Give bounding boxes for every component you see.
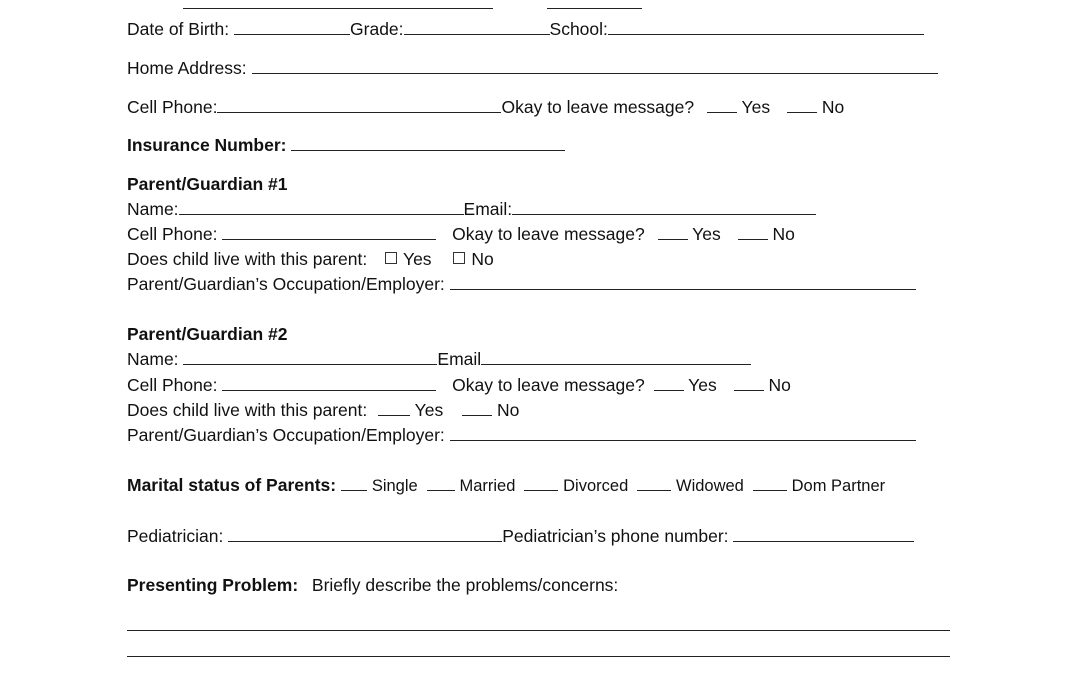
guardian2-message-no-field[interactable]	[734, 374, 764, 391]
guardian1-occupation-label: Parent/Guardian’s Occupation/Employer:	[127, 274, 445, 294]
guardian1-cell-label: Cell Phone:	[127, 224, 218, 244]
guardian2-live-no-field[interactable]	[462, 399, 492, 416]
guardian2-live-no-label: No	[496, 400, 520, 420]
guardian2-cell-field[interactable]	[222, 374, 436, 391]
guardian2-name-row	[127, 348, 952, 370]
pediatrician-phone-label: Pediatrician’s phone number:	[502, 526, 729, 546]
marital-divorced-field[interactable]	[524, 474, 558, 491]
guardian2-message-yes-label: Yes	[688, 375, 717, 395]
guardian1-live-label: Does child live with this parent:	[127, 249, 368, 269]
dob-label: Date of Birth:	[127, 19, 230, 39]
guardian1-live-yes-checkbox[interactable]	[385, 252, 397, 264]
guardian2-message-yes-field[interactable]	[654, 374, 684, 391]
presenting-row	[127, 574, 952, 596]
pediatrician-label: Pediatrician:	[127, 526, 224, 546]
marital-dom-partner-field[interactable]	[753, 474, 787, 491]
grade-field[interactable]	[404, 18, 550, 35]
guardian1-message-label: Okay to leave message?	[452, 224, 645, 244]
address-row	[127, 57, 952, 79]
grade-label: Grade:	[350, 19, 404, 39]
student-cell-row	[127, 96, 952, 118]
clipped-top-line	[127, 0, 642, 14]
marital-label: Marital status of Parents:	[127, 475, 337, 495]
problem-line-1[interactable]	[127, 630, 950, 631]
presenting-prompt: Briefly describe the problems/concerns:	[311, 575, 619, 595]
guardian2-name-field[interactable]	[183, 348, 437, 365]
guardian2-heading: Parent/Guardian #2	[127, 324, 288, 344]
problem-line-2[interactable]	[127, 656, 950, 657]
guardian2-message-label: Okay to leave message?	[452, 375, 645, 395]
marital-dom-partner-label: Dom Partner	[791, 477, 886, 495]
clipped-blank	[183, 0, 493, 9]
insurance-label: Insurance Number:	[127, 135, 287, 155]
guardian1-email-label: Email:	[463, 199, 513, 219]
guardian2-email-label: Email	[437, 349, 482, 369]
marital-single-field[interactable]	[341, 474, 367, 491]
guardian1-message-no-label: No	[772, 224, 795, 244]
guardian2-cell-row	[127, 374, 952, 396]
guardian1-occupation-field[interactable]	[450, 273, 916, 290]
guardian2-occupation-row	[127, 424, 952, 446]
guardian1-live-no-checkbox[interactable]	[453, 252, 465, 264]
message-no-field[interactable]	[787, 96, 817, 113]
cell-field[interactable]	[217, 96, 501, 113]
marital-widowed-label: Widowed	[676, 477, 744, 495]
school-field[interactable]	[608, 18, 924, 35]
guardian1-email-field[interactable]	[512, 198, 776, 215]
pediatrician-phone-field[interactable]	[733, 525, 914, 542]
message-label: Okay to leave message?	[501, 97, 695, 117]
guardian2-message-no-label: No	[768, 375, 791, 395]
marital-married-field[interactable]	[427, 474, 455, 491]
address-label: Home Address:	[127, 58, 247, 78]
guardian1-email-field-end	[776, 198, 816, 215]
school-label: School:	[549, 19, 608, 39]
marital-married-label: Married	[459, 477, 516, 495]
guardian2-live-row	[127, 399, 952, 421]
guardian2-email-field[interactable]	[481, 348, 751, 365]
guardian1-message-yes-label: Yes	[692, 224, 721, 244]
guardian2-live-yes-label: Yes	[414, 400, 444, 420]
guardian1-message-no-field[interactable]	[738, 223, 768, 240]
guardian1-message-yes-field[interactable]	[658, 223, 688, 240]
guardian1-name-row	[127, 198, 952, 220]
dob-field[interactable]	[234, 18, 350, 35]
marital-row	[127, 474, 952, 497]
address-field[interactable]	[252, 57, 938, 74]
guardian1-name-field[interactable]	[179, 198, 464, 215]
guardian2-live-label: Does child live with this parent:	[127, 400, 368, 420]
message-no-label: No	[821, 97, 845, 117]
insurance-field[interactable]	[291, 134, 565, 151]
guardian2-occupation-field[interactable]	[450, 424, 916, 441]
dob-row	[127, 18, 952, 40]
marital-widowed-field[interactable]	[637, 474, 671, 491]
marital-divorced-label: Divorced	[563, 477, 629, 495]
insurance-row	[127, 134, 952, 156]
guardian1-cell-row	[127, 223, 952, 245]
pediatrician-field[interactable]	[228, 525, 502, 542]
guardian1-live-yes-label: Yes	[403, 249, 432, 269]
guardian1-name-label: Name:	[127, 199, 179, 219]
clipped-blank	[547, 0, 642, 9]
guardian1-live-row	[127, 248, 952, 270]
message-yes-label: Yes	[741, 97, 771, 117]
guardian1-heading: Parent/Guardian #1	[127, 174, 288, 194]
marital-single-label: Single	[371, 477, 418, 495]
guardian1-live-no-label: No	[471, 249, 494, 269]
guardian1-cell-field[interactable]	[222, 223, 436, 240]
cell-label: Cell Phone:	[127, 97, 218, 117]
guardian2-live-yes-field[interactable]	[378, 399, 410, 416]
guardian2-cell-label: Cell Phone:	[127, 375, 218, 395]
guardian2-occupation-label: Parent/Guardian’s Occupation/Employer:	[127, 425, 445, 445]
guardian1-occupation-row	[127, 273, 952, 295]
guardian2-name-label: Name:	[127, 349, 179, 369]
message-yes-field[interactable]	[707, 96, 737, 113]
presenting-label: Presenting Problem:	[127, 575, 299, 595]
pediatrician-row	[127, 525, 952, 547]
